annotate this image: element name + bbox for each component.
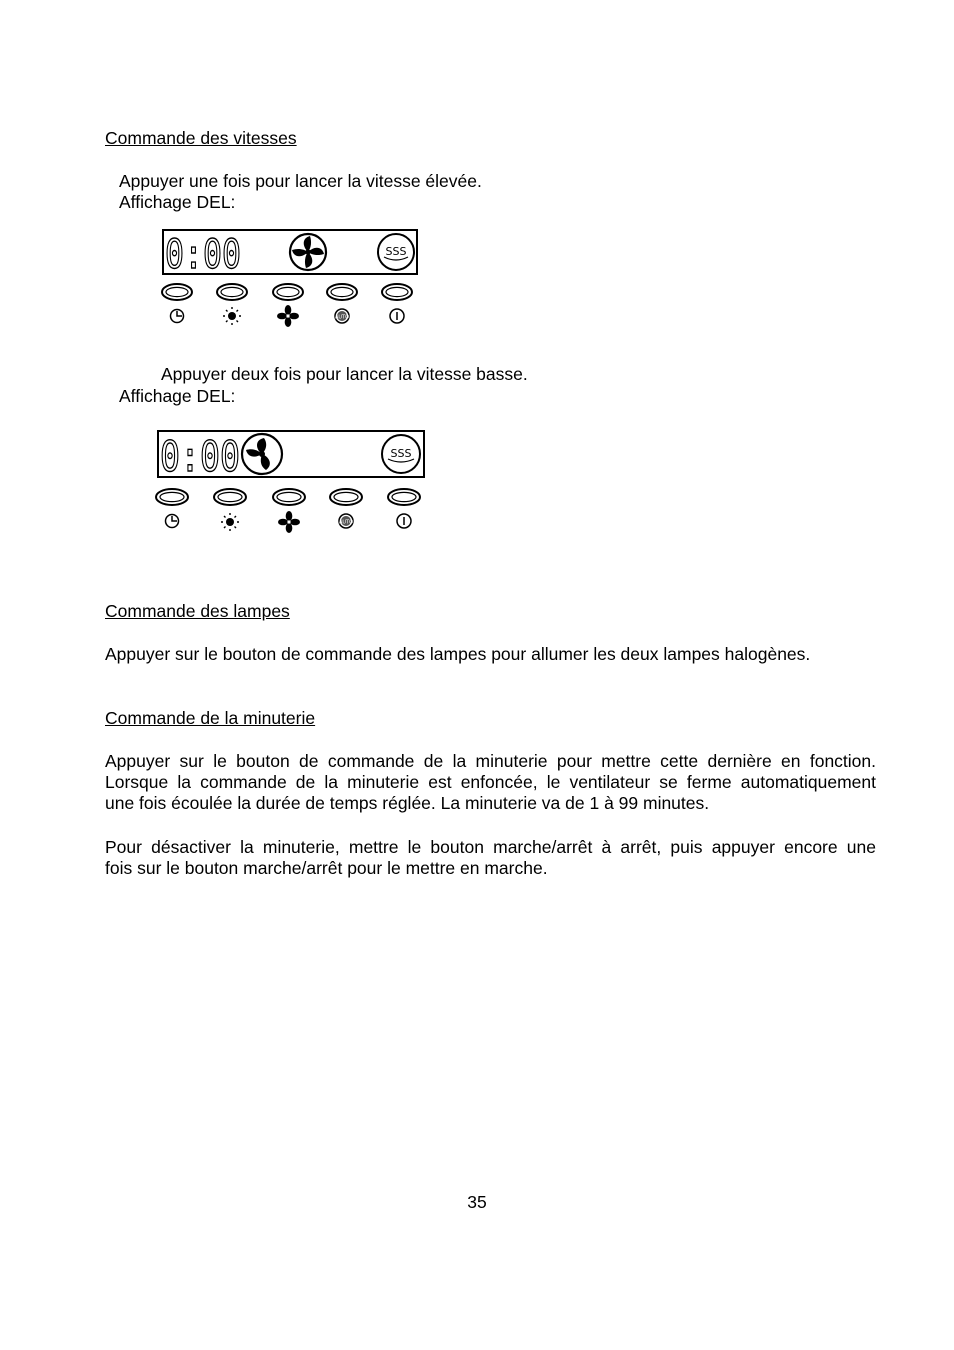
fan-small-icon	[278, 511, 300, 533]
instruction-high-speed: Appuyer une fois pour lancer la vitesse élevée.	[119, 171, 482, 191]
auto-label: AUTO	[338, 519, 354, 526]
button-clock[interactable]	[156, 489, 188, 505]
timer-paragraph-1	[105, 751, 876, 814]
clock-icon	[171, 310, 184, 323]
steam-symbol: SSS	[390, 447, 412, 460]
fan-icon	[290, 234, 326, 270]
led-panel-high-speed	[160, 228, 422, 328]
button-auto[interactable]	[330, 489, 362, 505]
button-light[interactable]	[217, 284, 247, 300]
timer-p1-line: Appuyer sur le bouton de commande de la minuterie pour mettre cette dernière en fonction.	[105, 751, 876, 771]
button-light[interactable]	[214, 489, 246, 505]
info-icon	[390, 309, 404, 323]
timer-p2-line: Pour désactiver la minuterie, mettre le bouton marche/arrêt à arrêt, puis appuyer encore une	[105, 837, 876, 857]
timer-paragraph-2	[105, 837, 876, 879]
auto-icon	[339, 514, 353, 528]
button-info[interactable]	[382, 284, 412, 300]
display-label-high: Affichage DEL:	[119, 192, 236, 212]
steam-symbol: SSS	[385, 245, 407, 258]
button-fan[interactable]	[273, 489, 305, 505]
timer-p1-line: Lorsque la commande de la minuterie est enfoncée, le ventilateur se ferme automatiquement	[105, 772, 876, 792]
auto-label: AUTO	[334, 314, 350, 321]
button-auto[interactable]	[327, 284, 357, 300]
button-info[interactable]	[388, 489, 420, 505]
instruction-low-speed: Appuyer deux fois pour lancer la vitesse basse.	[161, 364, 528, 384]
light-icon	[221, 513, 239, 531]
button-clock[interactable]	[162, 284, 192, 300]
light-icon	[223, 307, 241, 325]
clock-icon	[166, 515, 179, 528]
section-heading-lamps: Commande des lampes	[105, 601, 290, 621]
auto-icon	[335, 309, 349, 323]
button-fan[interactable]	[273, 284, 303, 300]
steam-icon	[378, 234, 414, 270]
section-heading-timer: Commande de la minuterie	[105, 708, 316, 728]
timer-p2-line: fois sur le bouton marche/arrêt pour le mettre en marche.	[105, 858, 548, 878]
timer-p1-line: une fois écoulée la durée de temps réglée. La minuterie va de 1 à 99 minutes.	[105, 793, 710, 813]
fan-small-icon	[277, 305, 299, 327]
led-time-display: 0:00	[165, 232, 241, 278]
led-time-display: 0:00	[160, 432, 240, 481]
lamps-description: Appuyer sur le bouton de commande des lampes pour allumer les deux lampes halogènes.	[105, 644, 811, 664]
steam-icon	[382, 435, 420, 473]
fan-icon	[242, 434, 282, 474]
led-panel-low-speed	[154, 428, 428, 534]
section-heading-speed: Commande des vitesses	[105, 128, 297, 148]
page-number: 35	[467, 1192, 487, 1212]
display-label-low: Affichage DEL:	[119, 386, 236, 406]
info-icon	[397, 514, 411, 528]
